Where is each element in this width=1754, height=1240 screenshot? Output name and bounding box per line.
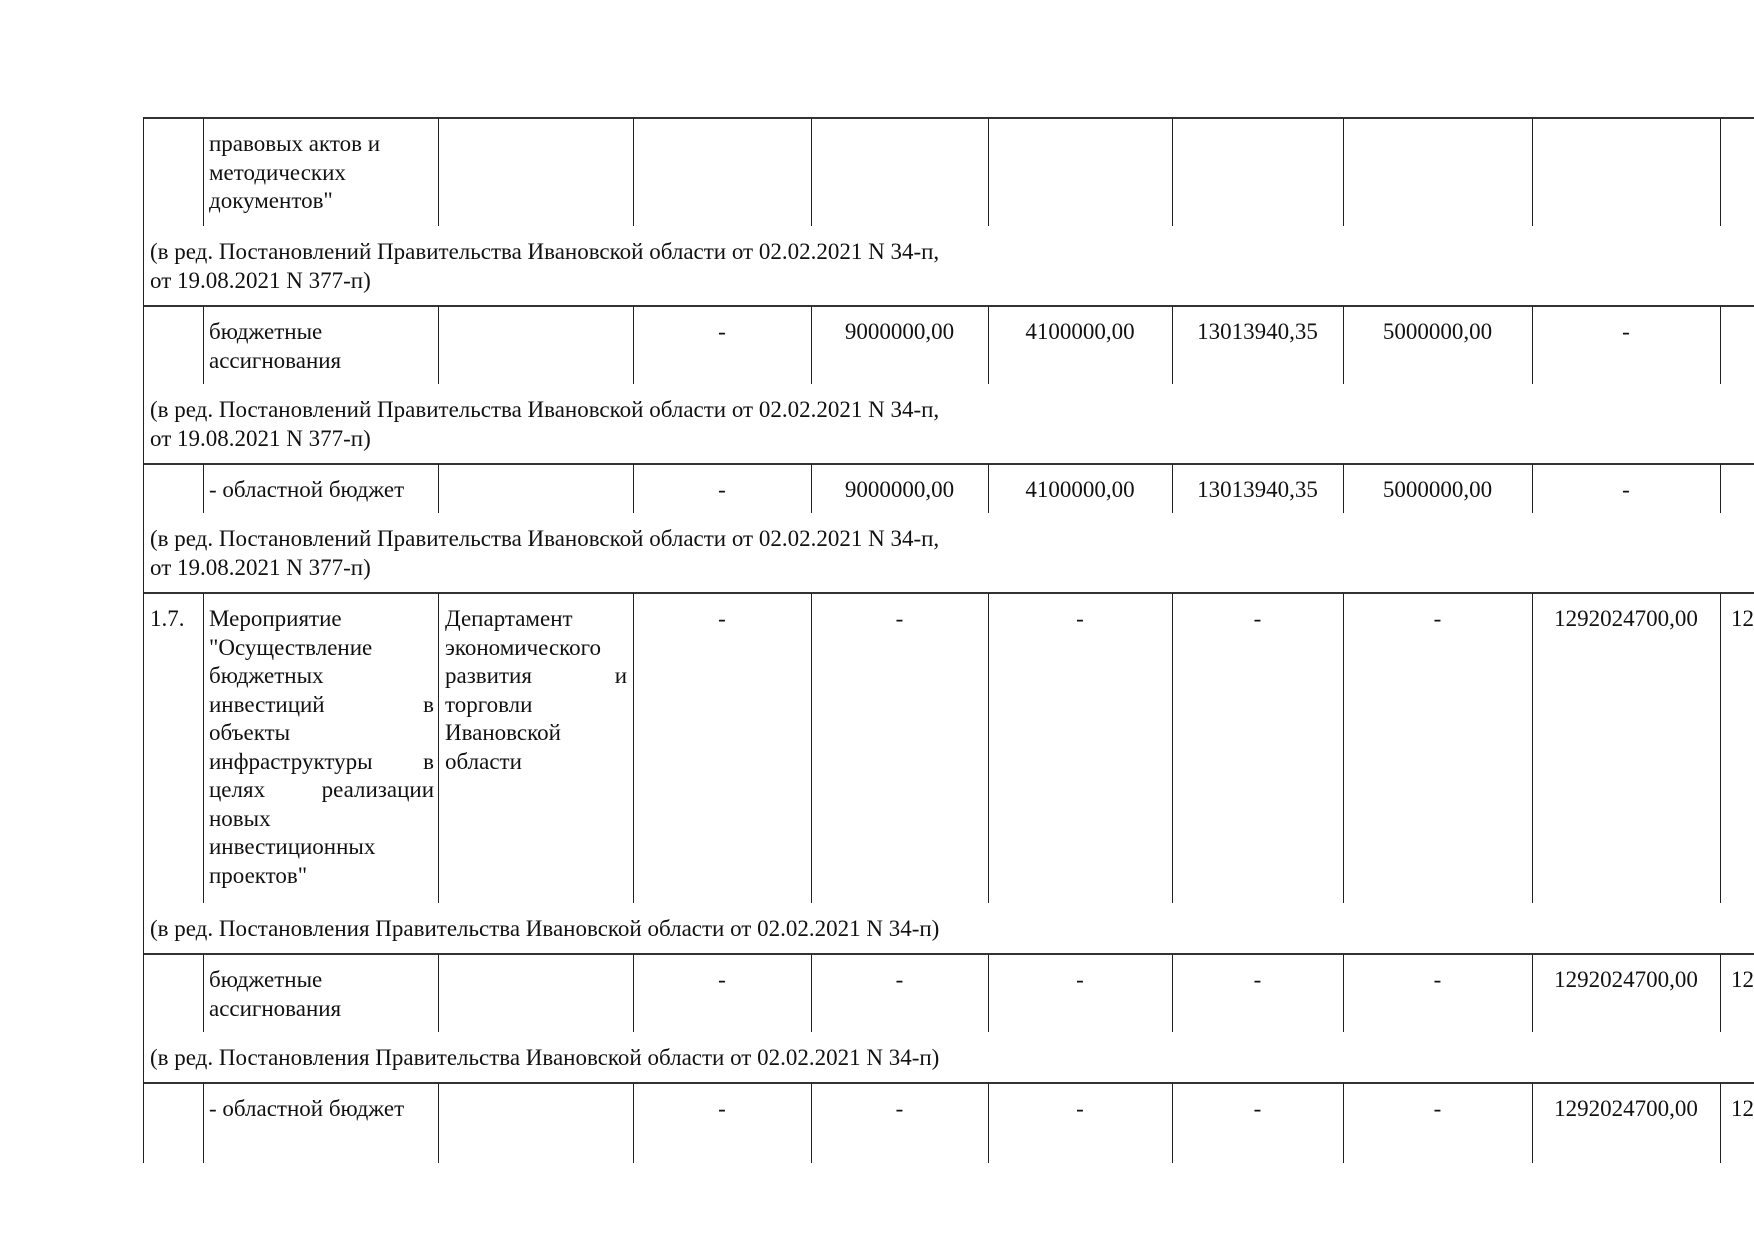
value-cell: 5000000,00	[1382, 319, 1493, 344]
item-name: бюджетные ассигнования	[209, 967, 342, 1021]
value-cell: -	[1253, 606, 1262, 631]
value-cell: -	[1622, 319, 1630, 344]
value-cell: -	[1433, 967, 1442, 992]
row-separator	[143, 305, 1754, 307]
value-cell: 13013940,35	[1197, 319, 1318, 344]
value-cell: -	[718, 1096, 726, 1121]
value-cell: -	[718, 967, 726, 992]
value-cell: -	[895, 606, 904, 631]
value-cell: -	[1253, 1096, 1262, 1121]
value-cell: -	[1433, 606, 1442, 631]
value-cell: -	[718, 606, 726, 631]
item-name: Мероприятие "Осуществление бюджетных инвестиций в объекты инфраструктуры в целях реализации новых инвестиционных проектов"	[209, 606, 434, 888]
item-name: бюджетные ассигнования	[209, 319, 342, 373]
item-number: 1.7.	[150, 606, 185, 631]
amendment-note: (в ред. Постановления Правительства Ивановской области от 02.02.2021 N 34-п)	[150, 916, 940, 941]
value-cell: -	[1622, 477, 1630, 502]
value-cell: -	[895, 967, 904, 992]
value-cell: 4100000,00	[1025, 319, 1135, 344]
amendment-note: (в ред. Постановления Правительства Ивановской области от 02.02.2021 N 34-п)	[150, 1045, 940, 1070]
value-cell-partial: 12	[1731, 606, 1754, 631]
value-cell: -	[1076, 606, 1084, 631]
row-separator	[143, 463, 1754, 465]
amendment-note: (в ред. Постановлений Правительства Ивановской области от 02.02.2021 N 34-п, от 19.08.2021 N 377-п)	[150, 526, 940, 580]
amendment-note: (в ред. Постановлений Правительства Ивановской области от 02.02.2021 N 34-п, от 19.08.2021 N 377-п)	[150, 239, 940, 293]
value-cell: -	[718, 477, 726, 502]
value-cell: -	[1253, 967, 1262, 992]
value-cell: 1292024700,00	[1554, 1096, 1698, 1121]
value-cell: 4100000,00	[1025, 477, 1135, 502]
item-name: - областной бюджет	[209, 477, 405, 502]
item-name: правовых актов и методических документов"	[209, 131, 381, 213]
row-separator	[143, 953, 1754, 955]
table-left-border	[143, 118, 144, 1163]
table-top-border	[143, 117, 1754, 119]
value-cell: -	[895, 1096, 904, 1121]
value-cell: 1292024700,00	[1554, 606, 1698, 631]
value-cell-partial: 12	[1731, 967, 1754, 992]
value-cell: -	[718, 319, 726, 344]
value-cell: 9000000,00	[844, 477, 955, 502]
amendment-note: (в ред. Постановлений Правительства Ивановской области от 02.02.2021 N 34-п, от 19.08.2021 N 377-п)	[150, 397, 940, 451]
value-cell-partial: 12	[1731, 1096, 1754, 1121]
value-cell: -	[1076, 967, 1084, 992]
value-cell: 13013940,35	[1197, 477, 1318, 502]
value-cell: 1292024700,00	[1554, 967, 1698, 992]
row-separator	[143, 1082, 1754, 1084]
value-cell: -	[1076, 1096, 1084, 1121]
executor: Департамент экономического развития и торговли Ивановской области	[445, 606, 627, 774]
value-cell: 5000000,00	[1382, 477, 1493, 502]
value-cell: -	[1433, 1096, 1442, 1121]
value-cell: 9000000,00	[844, 319, 955, 344]
item-name: - областной бюджет	[209, 1096, 405, 1121]
row-separator	[143, 592, 1754, 594]
